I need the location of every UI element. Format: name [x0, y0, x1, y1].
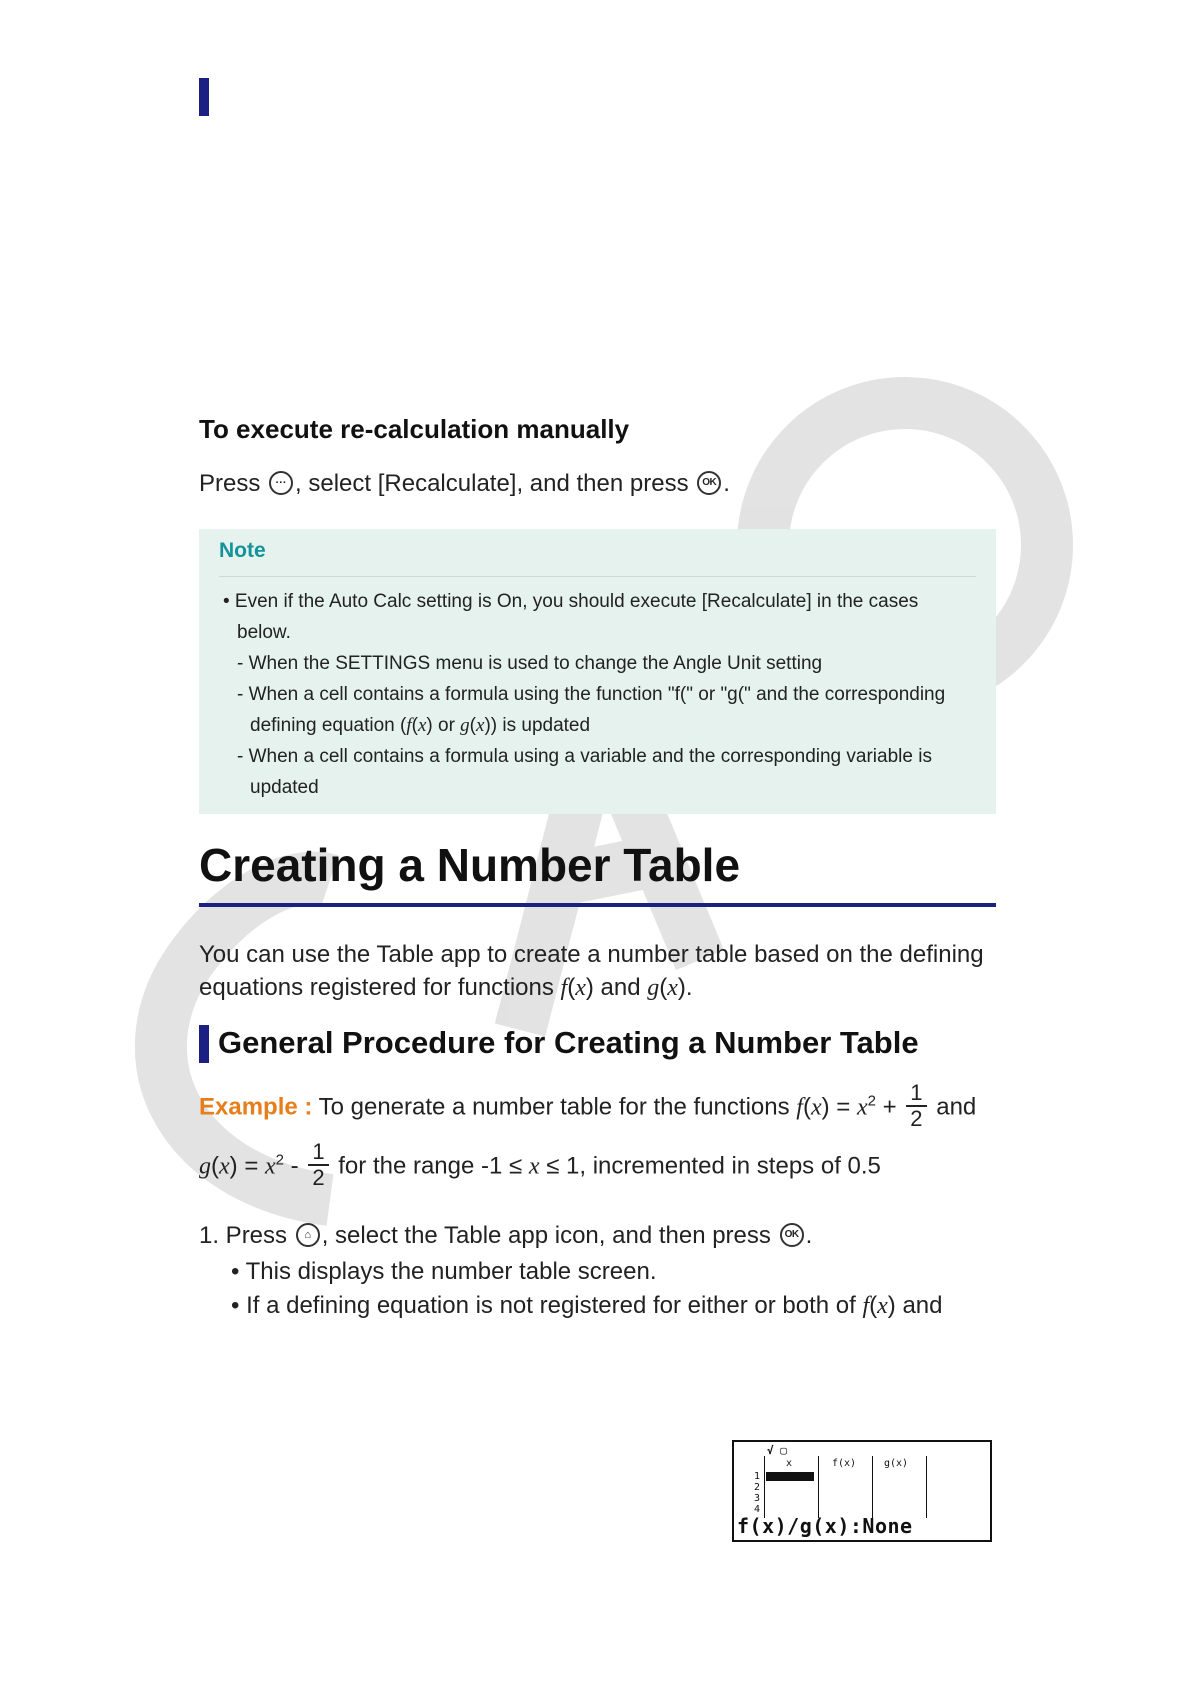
ok-key-icon: OK: [697, 471, 721, 495]
row-number: 4: [754, 1504, 761, 1515]
row-number: 1: [754, 1471, 761, 1482]
column-divider: [926, 1456, 927, 1518]
note-line: • Even if the Auto Calc setting is On, you should execute [Recalculate] in the cases: [223, 591, 919, 612]
calculator-screen: [732, 1440, 992, 1542]
column-divider: [818, 1456, 819, 1518]
note-divider: [219, 576, 976, 577]
column-header-x: x: [786, 1458, 793, 1469]
bullet-item: • This displays the number table screen.: [231, 1258, 657, 1285]
note-line: - When a cell contains a formula using a variable and the corresponding variable is: [237, 746, 932, 767]
note-line: updated: [250, 777, 319, 798]
note-line: below.: [237, 622, 291, 643]
note-title: Note: [219, 539, 266, 562]
fraction: $\frac{1}{2}$: [906, 1081, 926, 1131]
main-heading: Creating a Number Table: [199, 839, 741, 891]
row-number: 2: [754, 1482, 761, 1493]
recalc-heading: To execute re-calculation manually: [199, 414, 630, 444]
main-heading-rule: [199, 903, 996, 907]
menu-key-icon: ···: [269, 471, 293, 495]
bullet-item: • If a defining equation is not registered for either or both of f(x) and: [231, 1292, 943, 1319]
note-box: [199, 529, 996, 814]
intro-paragraph: You can use the Table app to create a number table based on the defining equations registered for functions f(x) and g(x).: [199, 941, 984, 1001]
step-1-bullets: [231, 1255, 942, 1323]
note-line: - When the SETTINGS menu is used to change the Angle Unit setting: [237, 653, 823, 674]
cell-cursor: [766, 1472, 814, 1481]
subheading-marker: [199, 1025, 209, 1063]
row-number: 3: [754, 1493, 761, 1504]
recalc-instruction: Press ··· , select [Recalculate], and then press OK .: [199, 470, 730, 497]
home-key-icon: ⌂: [296, 1223, 320, 1247]
column-divider: [764, 1456, 765, 1518]
example-line-1: Example : To generate a number table for the functions $f(x) = x^2$ + $\frac{1}{2}$ and: [199, 1080, 977, 1131]
column-header-g: g(x): [884, 1458, 909, 1469]
example-line-2: $g(x) = x^2$ - $\frac{1}{2}$ for the range -1 ≤ x ≤ 1, incremented in steps of 0.5: [199, 1139, 881, 1190]
note-list: [223, 586, 963, 803]
column-divider: [872, 1456, 873, 1518]
top-marker-bar: [199, 78, 209, 116]
example-label: Example :: [199, 1093, 313, 1121]
column-header-f: f(x): [832, 1458, 857, 1469]
step-1: 1. Press ⌂ , select the Table app icon, and then press OK .: [199, 1222, 813, 1249]
note-line: - When a cell contains a formula using the function "f(" or "g(" and the corresponding: [237, 684, 946, 705]
ok-key-icon: OK: [780, 1223, 804, 1247]
subheading: General Procedure for Creating a Number Table: [218, 1025, 919, 1060]
fraction: $\frac{1}{2}$: [308, 1140, 328, 1190]
screen-indicators: √ ▢: [767, 1444, 787, 1457]
note-line: defining equation (f(x) or g(x)) is updated: [250, 715, 591, 736]
screen-status: f(x)/g(x):None: [737, 1514, 913, 1538]
